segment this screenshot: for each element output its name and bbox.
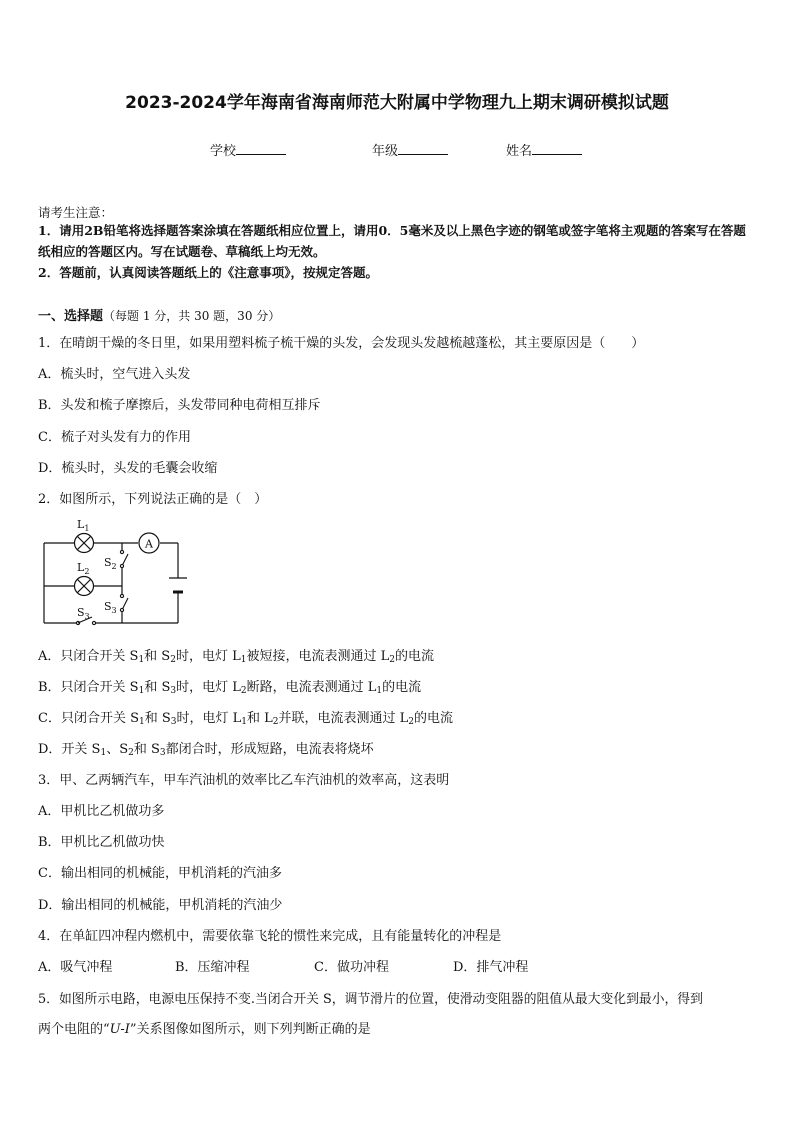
- name-blank: [532, 141, 582, 155]
- label-s3-upper: S: [104, 600, 112, 613]
- q1-option-b: B．头发和梳子摩擦后，头发带同种电荷相互排斥: [38, 398, 321, 413]
- svg-text:S2: $S_2$: [104, 556, 117, 571]
- q2-option-a: A．只闭合开关 $S_1$和 $S_2$时，电灯 $L_1$被短接，电流表测通过 $L_2$的电流: [38, 649, 434, 665]
- school-field: [210, 140, 286, 159]
- label-s3-lower: S: [77, 606, 85, 619]
- q5-stem-line2: 两个电阻的“U-I”关系图像如图所示，则下列判断正确的是: [38, 1022, 371, 1037]
- q4-option-c: C．做功冲程: [314, 960, 389, 975]
- notice-item-1: 1．请用2B铅笔将选择题答案涂填在答题纸相应位置上，请用0．5毫米及以上黑色字迹的钢笔或签字笔将主观题的答案写在答题纸相应的答题区内。写在试题卷、草稿纸上均无效。: [38, 223, 746, 259]
- q5-stem-line1: 5．如图所示电路，电源电压保持不变.当闭合开关 S，调节滑片的位置，使滑动变阻器的阻值从最大变化到最小，得到: [38, 992, 703, 1007]
- switch-s2-icon: [120, 550, 128, 567]
- q2-stem: 2．如图所示，下列说法正确的是（ ）: [38, 492, 268, 507]
- q4-option-b: B．压缩冲程: [175, 960, 250, 975]
- q1-stem: 1．在晴朗干燥的冬日里，如果用塑料梳子梳干燥的头发，会发现头发越梳越蓬松，其主要原因是（ ）: [38, 336, 645, 351]
- section-scoring: （每题 1 分，共 30 题，30 分）: [103, 309, 281, 323]
- ui-symbol: U-I: [109, 1022, 130, 1037]
- q2-circuit-diagram: [38, 514, 198, 632]
- q3-option-a: A．甲机比乙机做功多: [38, 804, 165, 819]
- name-label: 姓名: [506, 144, 533, 159]
- q4-stem: 4．在单缸四冲程内燃机中，需要依靠飞轮的惯性来完成，且有能量转化的冲程是: [38, 929, 502, 944]
- notice-item-2: 2．答题前，认真阅读答题纸上的《注意事项》，按规定答题。: [38, 265, 378, 280]
- grade-field: [372, 140, 448, 159]
- battery-icon: [169, 578, 187, 592]
- page-title: 2023-2024学年海南省海南师范大附属中学物理九上期末调研模拟试题: [125, 93, 669, 113]
- svg-text:S3: $S_3$: [77, 606, 90, 621]
- grade-label: 年级: [372, 144, 399, 159]
- lamp-l2-icon: [75, 577, 94, 596]
- notice-heading: 请考生注意：: [38, 205, 114, 220]
- q3-option-b: B．甲机比乙机做功快: [38, 835, 165, 850]
- q1-option-c: C．梳子对头发有力的作用: [38, 430, 191, 445]
- ammeter-label: A: [145, 537, 153, 551]
- svg-text:L2: $L_2$: [77, 561, 90, 576]
- q3-stem: 3．甲、乙两辆汽车，甲车汽油机的效率比乙车汽油机的效率高，这表明: [38, 773, 450, 788]
- q3-option-c: C．输出相同的机械能，甲机消耗的汽油多: [38, 866, 282, 881]
- section-title: 一、选择题: [38, 309, 104, 324]
- switch-s3-icon: [120, 594, 128, 611]
- label-s2: S: [104, 556, 112, 569]
- school-blank: [236, 141, 286, 155]
- label-l1: L: [77, 518, 85, 531]
- name-field: [506, 140, 582, 159]
- svg-text:S3: $S_3$: [104, 600, 117, 615]
- q3-option-d: D．输出相同的机械能，甲机消耗的汽油少: [38, 898, 283, 913]
- lamp-l1-icon: [75, 534, 94, 553]
- q1-option-d: D．梳头时，头发的毛囊会收缩: [38, 461, 218, 476]
- label-l2: L: [77, 561, 85, 574]
- q4-option-d: D．排气冲程: [453, 960, 529, 975]
- q4-option-a: A．吸气冲程: [38, 960, 113, 975]
- q2-option-d: D．开关 $S_1$、$S_2$和 $S_3$都闭合时，形成短路，电流表将烧坏: [38, 742, 374, 758]
- q2-option-b: B．只闭合开关 $S_1$和 $S_3$时，电灯 $L_2$断路，电流表测通过 $L_1$的电流: [38, 680, 422, 696]
- q1-option-a: A．梳头时，空气进入头发: [38, 367, 191, 382]
- q2-option-c: C．只闭合开关 $S_1$和 $S_3$时，电灯 $L_1$和 $L_2$并联，电流表测通过 $L_2$的电流: [38, 711, 454, 727]
- grade-blank: [398, 141, 448, 155]
- svg-text:L1: $L_1$: [77, 518, 90, 533]
- section-heading: [38, 305, 280, 324]
- school-label: 学校: [210, 144, 237, 159]
